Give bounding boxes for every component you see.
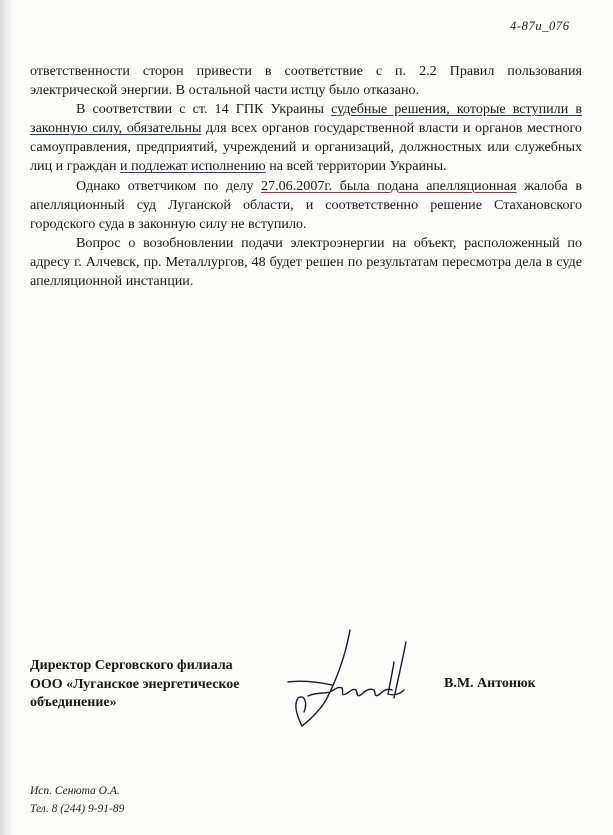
paragraph-3-text-a: Однако ответчиком по делу	[76, 177, 261, 194]
signatory-line-1: Директор Серговского филиала	[30, 658, 233, 673]
paragraph-2-text-c: на всей территории Украины.	[265, 158, 447, 175]
letter-body	[30, 62, 582, 291]
paragraph-2-underlined-2: и подлежат исполнению	[120, 158, 266, 175]
signatory-line-3: объединение»	[30, 695, 117, 710]
footer-contact	[30, 782, 124, 818]
paragraph-2	[30, 100, 582, 176]
paragraph-2-underlined-1: судебные решения, которые вступили в законную силу, обязательны	[30, 101, 582, 137]
paragraph-2-text-b: для всех органов государственной власти и органов местного самоуправления, предприятий, учреждений и организаций, должностных или служебных лиц и граждан	[30, 120, 582, 175]
signatory-name: В.М. Антонюк	[444, 676, 536, 691]
paragraph-3-text-b: жалоба в апелляционный суд Луганской области, и соответственно решение Стахановского городского суда в законную силу не вступило.	[30, 177, 583, 232]
handwritten-signature	[268, 622, 418, 732]
signatory-title	[30, 657, 240, 713]
paragraph-1: ответственности сторон привести в соответствие с п. 2.2 Правил пользования электрической энергии. В остальной части истцу было отказано.	[30, 63, 582, 99]
signatory-line-2: ООО «Луганское энергетическое	[30, 676, 240, 692]
phone-line: Тел. 8 (244) 9-91-89	[30, 803, 125, 815]
scan-edge-shadow	[0, 0, 14, 835]
executor-line: Исп. Сенюта О.А.	[30, 785, 120, 797]
paragraph-3	[30, 177, 582, 234]
paragraph-4: Вопрос о возобновлении подачи электроэнергии на объект, расположенный по адресу г. Алчевск, пр. Металлургов, 48 будет решен по результатам пересмотра дела в суде апелляционной инстанции.	[30, 234, 582, 290]
paragraph-2-text-a: В соответствии с ст. 14 ГПК Украины	[76, 101, 332, 118]
paragraph-3-underlined: 27.06.2007г. была подана апелляционная	[261, 177, 517, 194]
document-code: 4-87и_076	[510, 19, 570, 33]
